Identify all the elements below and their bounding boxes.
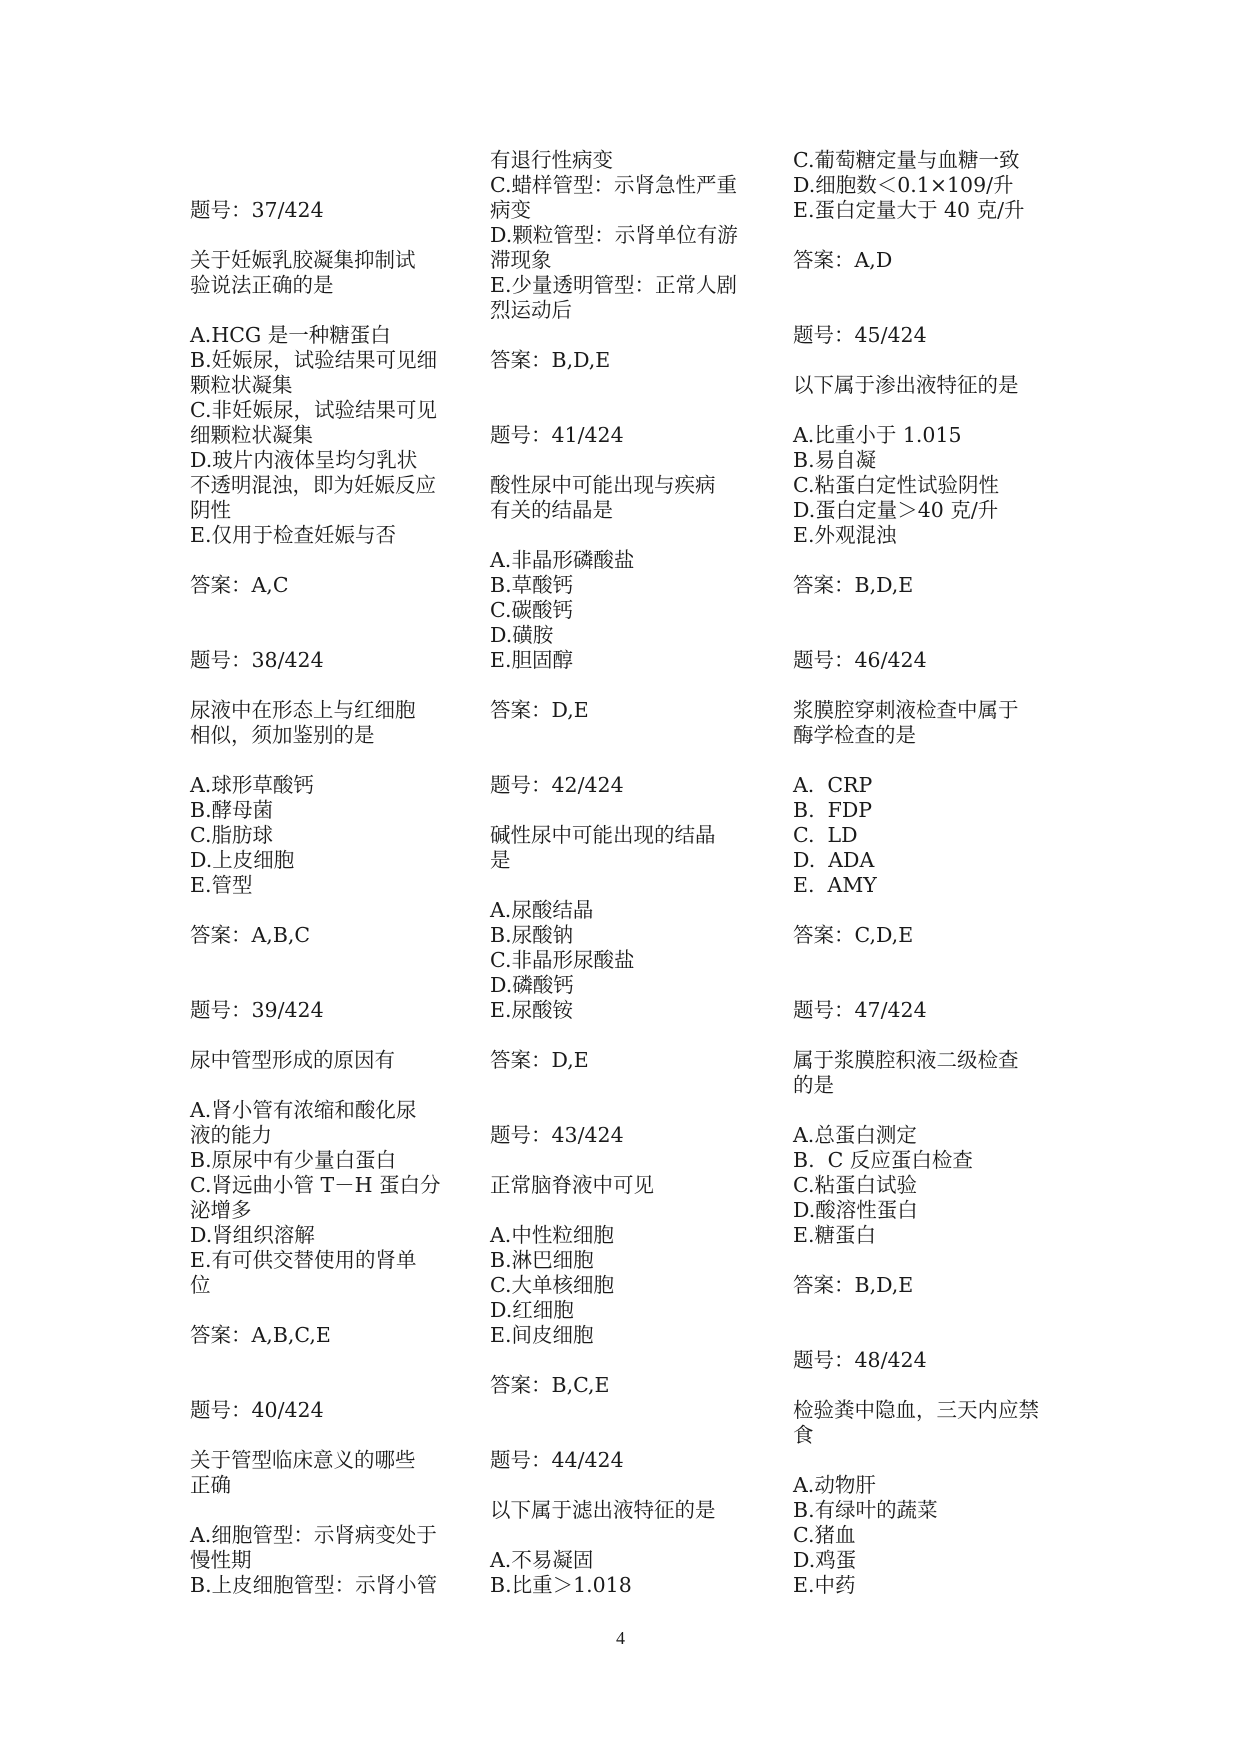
blank-line [190, 1423, 455, 1448]
text-line: 答案：A,B,C [190, 923, 311, 947]
blank-line [793, 898, 1058, 923]
blank-line [190, 1073, 455, 1098]
text-line: 题号：46/424 [793, 648, 927, 672]
text-line: D.磺胺 [490, 623, 554, 647]
text-line: E.有可供交替使用的肾单 [190, 1248, 417, 1272]
text-line: 正常脑脊液中可见 [490, 1173, 654, 1197]
text-line: 烈运动后 [490, 298, 572, 322]
blank-line [190, 298, 455, 323]
blank-line [490, 798, 755, 823]
text-line: A. CRP [793, 773, 873, 797]
blank-line [793, 598, 1058, 623]
text-line: B.原尿中有少量白蛋白 [190, 1148, 397, 1172]
text-line: 尿液中在形态上与红细胞 [190, 698, 416, 722]
text-line: C.脂肪球 [190, 823, 273, 847]
text-line: D.颗粒管型：示肾单位有游 [490, 223, 738, 247]
text-line: C.肾远曲小管 T－H 蛋白分 [190, 1173, 441, 1197]
text-line: 题号：47/424 [793, 998, 927, 1022]
text-line: E.尿酸铵 [490, 998, 573, 1022]
text-line: B.草酸钙 [490, 573, 574, 597]
blank-line [490, 1198, 755, 1223]
blank-line [190, 1348, 455, 1373]
text-line: 碱性尿中可能出现的结晶 [490, 823, 716, 847]
column-1 [190, 148, 455, 1598]
text-line: 慢性期 [190, 1548, 252, 1572]
text-line: 题号：39/424 [190, 998, 324, 1022]
blank-line [793, 298, 1058, 323]
text-line: 泌增多 [190, 1198, 252, 1222]
text-line: D.鸡蛋 [793, 1548, 857, 1572]
text-line: 题号：45/424 [793, 323, 927, 347]
blank-line [490, 373, 755, 398]
blank-line [793, 1298, 1058, 1323]
column-3 [793, 148, 1058, 1598]
blank-line [793, 673, 1058, 698]
text-line: 答案：A,D [793, 248, 893, 272]
blank-line [490, 748, 755, 773]
text-line: 答案：B,D,E [793, 573, 914, 597]
blank-line [190, 748, 455, 773]
text-line: A.非晶形磷酸盐 [490, 548, 635, 572]
text-line: 颗粒状凝集 [190, 373, 293, 397]
text-line: 验说法正确的是 [190, 273, 334, 297]
text-line: 以下属于渗出液特征的是 [793, 373, 1019, 397]
text-line: C.粘蛋白试验 [793, 1173, 917, 1197]
text-line: 食 [793, 1423, 814, 1447]
text-line: A.球形草酸钙 [190, 773, 314, 797]
blank-line [490, 1523, 755, 1548]
blank-line [793, 548, 1058, 573]
text-line: A.比重小于 1.015 [793, 423, 962, 447]
blank-line [190, 1498, 455, 1523]
text-line: 题号：43/424 [490, 1123, 624, 1147]
blank-line [490, 398, 755, 423]
text-line: B.比重＞1.018 [490, 1573, 632, 1597]
text-line: B.酵母菌 [190, 798, 274, 822]
text-line: C.葡萄糖定量与血糖一致 [793, 148, 1020, 172]
text-line: 题号：42/424 [490, 773, 624, 797]
text-line: 相似，须加鉴别的是 [190, 723, 375, 747]
text-line: 是 [490, 848, 511, 872]
text-line: E.蛋白定量大于 40 克/升 [793, 198, 1025, 222]
text-line: 题号：38/424 [190, 648, 324, 672]
blank-line [490, 1098, 755, 1123]
text-line: E.少量透明管型：正常人剧 [490, 273, 737, 297]
blank-line [490, 723, 755, 748]
text-line: 答案：B,D,E [793, 1273, 914, 1297]
text-line: 病变 [490, 198, 531, 222]
text-line: E.仅用于检查妊娠与否 [190, 523, 396, 547]
text-line: D.蛋白定量＞40 克/升 [793, 498, 999, 522]
blank-line [793, 623, 1058, 648]
text-line: 答案：A,B,C,E [190, 1323, 331, 1347]
text-line: A.不易凝固 [490, 1548, 594, 1572]
blank-line [793, 948, 1058, 973]
text-line: D. ADA [793, 848, 875, 872]
blank-line [793, 223, 1058, 248]
text-line: D.玻片内液体呈均匀乳状 [190, 448, 418, 472]
text-line: C.大单核细胞 [490, 1273, 614, 1297]
text-line: 有退行性病变 [490, 148, 613, 172]
blank-line [490, 1398, 755, 1423]
blank-line [793, 1373, 1058, 1398]
text-line: 属于浆膜腔积液二级检查 [793, 1048, 1019, 1072]
text-line: B.易自凝 [793, 448, 877, 472]
text-line: E.胆固醇 [490, 648, 573, 672]
text-line: 题号：41/424 [490, 423, 624, 447]
text-line: 正确 [190, 1473, 231, 1497]
text-line: 液的能力 [190, 1123, 272, 1147]
text-line: E.间皮细胞 [490, 1323, 594, 1347]
text-line: E.外观混浊 [793, 523, 897, 547]
blank-line [793, 1098, 1058, 1123]
blank-line [490, 1148, 755, 1173]
blank-line [190, 898, 455, 923]
text-line: 有关的结晶是 [490, 498, 613, 522]
text-line: 题号：37/424 [190, 198, 324, 222]
text-line: 答案：B,C,E [490, 1373, 610, 1397]
blank-line [490, 323, 755, 348]
text-line: C. LD [793, 823, 858, 847]
text-line: C.非妊娠尿，试验结果可见 [190, 398, 437, 422]
blank-line [190, 973, 455, 998]
text-line: B.淋巴细胞 [490, 1248, 594, 1272]
blank-line [490, 448, 755, 473]
blank-line [190, 548, 455, 573]
blank-line [793, 1248, 1058, 1273]
blank-line [793, 1023, 1058, 1048]
blank-line [793, 1323, 1058, 1348]
text-line: 题号：40/424 [190, 1398, 324, 1422]
blank-line [190, 148, 455, 173]
blank-line [190, 598, 455, 623]
text-line: D.红细胞 [490, 1298, 574, 1322]
text-line: 答案：D,E [490, 698, 589, 722]
text-line: A.尿酸结晶 [490, 898, 594, 922]
text-line: A.HCG 是一种糖蛋白 [190, 323, 391, 347]
text-line: E.管型 [190, 873, 253, 897]
blank-line [490, 1023, 755, 1048]
text-line: A.中性粒细胞 [490, 1223, 614, 1247]
text-line: E.中药 [793, 1573, 856, 1597]
text-line: C.非晶形尿酸盐 [490, 948, 635, 972]
text-line: D.上皮细胞 [190, 848, 295, 872]
page-number: 4 [616, 1628, 625, 1648]
blank-line [793, 1448, 1058, 1473]
text-line: A.动物肝 [793, 1473, 876, 1497]
text-line: 阴性 [190, 498, 231, 522]
text-line: E. AMY [793, 873, 877, 897]
text-line: 答案：A,C [190, 573, 289, 597]
text-line: B.上皮细胞管型：示肾小管 [190, 1573, 438, 1597]
text-line: C.碳酸钙 [490, 598, 573, 622]
text-line: D.细胞数＜0.1×109/升 [793, 173, 1014, 197]
text-line: D.肾组织溶解 [190, 1223, 315, 1247]
blank-line [793, 748, 1058, 773]
blank-line [490, 1473, 755, 1498]
text-line: 答案：C,D,E [793, 923, 914, 947]
text-line: A.总蛋白测定 [793, 1123, 917, 1147]
text-line: 酶学检查的是 [793, 723, 916, 747]
blank-line [190, 623, 455, 648]
blank-line [793, 273, 1058, 298]
text-line: D.磷酸钙 [490, 973, 574, 997]
blank-line [190, 1298, 455, 1323]
blank-line [490, 523, 755, 548]
text-line: 位 [190, 1273, 211, 1297]
blank-line [190, 1373, 455, 1398]
text-line: E.糖蛋白 [793, 1223, 876, 1247]
text-line: 酸性尿中可能出现与疾病 [490, 473, 716, 497]
blank-line [490, 1423, 755, 1448]
blank-line [490, 1073, 755, 1098]
column-2 [490, 148, 755, 1598]
text-line: B.妊娠尿，试验结果可见细 [190, 348, 438, 372]
text-line: 答案：D,E [490, 1048, 589, 1072]
text-line: C.猪血 [793, 1523, 856, 1547]
blank-line [793, 973, 1058, 998]
text-line: 题号：48/424 [793, 1348, 927, 1372]
text-line: B. FDP [793, 798, 873, 822]
text-line: C.蜡样管型：示肾急性严重 [490, 173, 737, 197]
text-line: 以下属于滤出液特征的是 [490, 1498, 716, 1522]
text-line: B.尿酸钠 [490, 923, 574, 947]
text-line: A.肾小管有浓缩和酸化尿 [190, 1098, 417, 1122]
blank-line [190, 673, 455, 698]
text-line: 不透明混浊，即为妊娠反应 [190, 473, 436, 497]
text-line: 关于管型临床意义的哪些 [190, 1448, 416, 1472]
blank-line [793, 348, 1058, 373]
text-line: 细颗粒状凝集 [190, 423, 313, 447]
text-line: A.细胞管型：示肾病变处于 [190, 1523, 437, 1547]
blank-line [190, 948, 455, 973]
text-line: B. C 反应蛋白检查 [793, 1148, 973, 1172]
text-line: 检验粪中隐血，三天内应禁 [793, 1398, 1039, 1422]
text-line: D.酸溶性蛋白 [793, 1198, 918, 1222]
blank-line [190, 173, 455, 198]
blank-line [490, 673, 755, 698]
blank-line [190, 223, 455, 248]
text-line: 滞现象 [490, 248, 552, 272]
blank-line [490, 1348, 755, 1373]
text-line: 尿中管型形成的原因有 [190, 1048, 395, 1072]
blank-line [190, 1023, 455, 1048]
text-line: 浆膜腔穿刺液检查中属于 [793, 698, 1019, 722]
text-line: C.粘蛋白定性试验阴性 [793, 473, 999, 497]
blank-line [793, 398, 1058, 423]
blank-line [490, 873, 755, 898]
text-line: 关于妊娠乳胶凝集抑制试 [190, 248, 416, 272]
text-line: 答案：B,D,E [490, 348, 611, 372]
text-line: 题号：44/424 [490, 1448, 624, 1472]
text-line: B.有绿叶的蔬菜 [793, 1498, 938, 1522]
text-line: 的是 [793, 1073, 834, 1097]
